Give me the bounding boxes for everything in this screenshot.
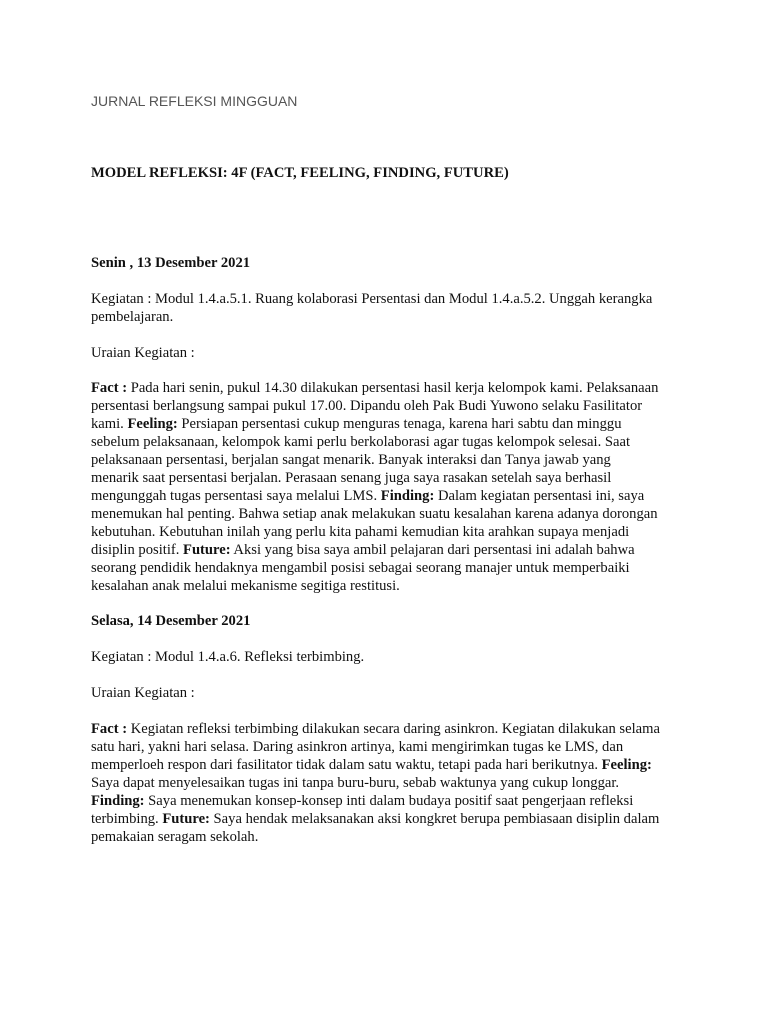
text-line: sebelum pelaksanaan, kelompok kami perlu berkolaborasi agar tugas kelompok selesai. Saat [91,434,630,450]
text-line: Kegiatan : Modul 1.4.a.5.1. Ruang kolaborasi Persentasi dan Modul 1.4.a.5.2. Unggah kerangka [91,291,653,307]
finding-label: Finding: [91,793,145,809]
text-line: Fact : Kegiatan refleksi terbimbing dilakukan secara daring asinkron. Kegiatan dilakukan selama [91,721,660,737]
future-label: Future: [183,542,231,558]
text-line: persentasi berlangsung sampai pukul 17.00. Dipandu oleh Pak Budi Yuwono selaku Fasilitator [91,398,643,414]
text-line: terbimbing. Future: Saya hendak melaksanakan aksi kongkret berupa pembiasaan disiplin dalam [91,811,660,827]
feeling-label: Feeling: [127,416,178,432]
reflection-model-heading: MODEL REFLEKSI: 4F (FACT, FEELING, FINDING, FUTURE) [91,165,509,181]
finding-label: Finding: [380,488,435,504]
future-label: Future: [162,811,210,827]
entry-uraian-label: Uraian Kegiatan : [91,345,195,361]
text-line: Fact : Pada hari senin, pukul 14.30 dilakukan persentasi hasil kerja kelompok kami. Pelaksanaan [91,380,659,396]
entry-uraian-label: Uraian Kegiatan : [91,685,195,701]
entry-kegiatan: Kegiatan : Modul 1.4.a.6. Refleksi terbimbing. [91,649,365,665]
document-title: JURNAL REFLEKSI MINGGUAN [91,93,298,109]
text-line: menemukan hal penting. Bahwa setiap anak melakukan suatu kesalahan karena adanya dorongan [91,506,658,522]
text-line: disiplin positif. Future: Aksi yang bisa saya ambil pelajaran dari persentasi ini adalah bahwa [91,542,635,558]
text-line: pembelajaran. [91,309,174,325]
text-line: seorang pendidik hendaknya mengambil posisi sebagai seorang manajer untuk memperbaiki [91,560,630,576]
entry-date: Senin , 13 Desember 2021 [91,255,251,271]
text-line: kebutuhan. Kebutuhan inilah yang perlu kita pahami kemudian kita arahkan supaya menjadi [91,524,630,540]
text-line: memperloeh respon dari fasilitator tidak dalam satu waktu, tetapi pada hari berikutnya. Feeling: [91,757,652,773]
text-line: satu hari, yakni hari selasa. Daring asinkron artinya, kami mengirimkan tugas ke LMS, dan [91,739,624,755]
entry-date: Selasa, 14 Desember 2021 [91,613,251,629]
text-line: kesalahan anak melalui mekanisme segitiga restitusi. [91,578,400,594]
text-line: Saya dapat menyelesaikan tugas ini tanpa buru-buru, sebab waktunya yang cukup longgar. [91,775,620,791]
text-line: menarik saat persentasi berjalan. Perasaan senang juga saya rasakan setelah saya berhasil [91,470,612,486]
text-line: kami. Feeling: Persiapan persentasi cukup menguras tenaga, karena hari sabtu dan minggu [91,416,622,432]
text-line: pelaksanaan persentasi, berjalan sangat menarik. Banyak interaksi dan Tanya jawab yang [91,452,611,468]
fact-label: Fact : [91,721,128,737]
entry-reflection-paragraph [91,720,691,846]
entry-reflection-paragraph [91,379,691,595]
text-line: pemakaian seragam sekolah. [91,829,259,845]
text-line: mengunggah tugas persentasi saya melalui LMS. Finding: Dalam kegiatan persentasi ini, saya [91,488,645,504]
text-line: Finding: Saya menemukan konsep-konsep inti dalam budaya positif saat pengerjaan refleksi [91,793,634,809]
feeling-label: Feeling: [601,757,652,773]
entry-kegiatan [91,290,691,326]
fact-label: Fact : [91,380,128,396]
